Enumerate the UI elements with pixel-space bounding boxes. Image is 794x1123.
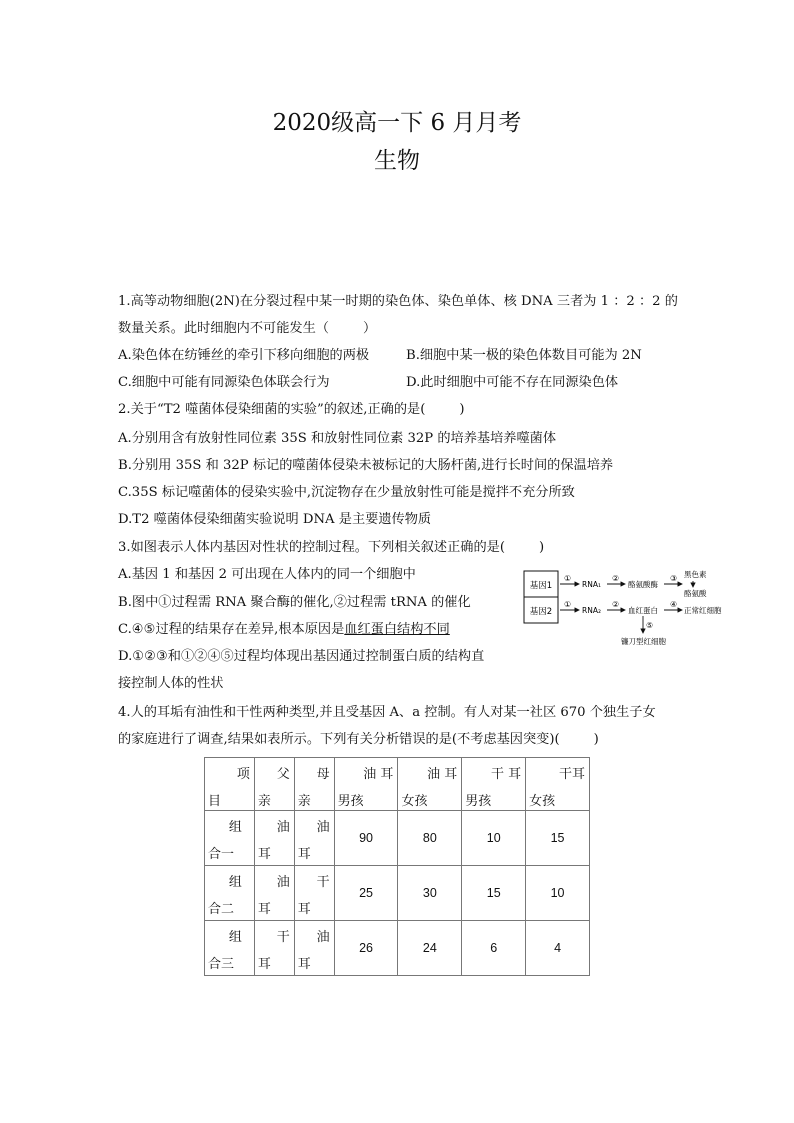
row1-group: 组 合一 [205,811,255,866]
q3-stem [118,540,544,556]
q1-option-d: D.此时细胞中可能不存在同源染色体 [406,375,619,390]
exam-subject: 生物 [374,148,420,174]
row3-dry-girl: 4 [526,921,590,976]
tyrosine-label: 酪氨酸 [684,589,707,598]
q2-option-d: D.T2 噬菌体侵染细菌实验说明 DNA 是主要遗传物质 [118,512,432,527]
row2-dry-girl: 10 [526,866,590,921]
table-row [205,921,590,976]
table-header-row [205,758,590,811]
row1-dry-boy: 10 [462,811,526,866]
gene2-label: 基因2 [529,607,553,617]
row1-mother: 油 耳 [294,811,334,866]
q1-stem-line2 [118,321,376,337]
step2-label-row1: ② [612,574,620,583]
header-dry-girl: 干耳 女孩 [526,758,590,811]
rna2-label: RNA₂ [582,606,601,615]
q1-option-a: A.染色体在纺锤丝的牵引下移向细胞的两极 [118,348,370,363]
q2-option-b: B.分别用 35S 和 32P 标记的噬菌体侵染未被标记的大肠杆菌,进行长时间的保温培养 [118,458,614,473]
row1-dry-girl: 15 [526,811,590,866]
row1-oily-girl: 80 [398,811,462,866]
q3-option-d-line1: D.①②③和①②④⑤过程均体现出基因通过控制蛋白质的结构直 [118,649,485,664]
normal-rbc-label: 正常红细胞 [684,606,722,615]
q4-stem-close: ) [593,732,599,747]
step1-label: ① [564,574,572,583]
row3-oily-girl: 24 [398,921,462,976]
row2-dry-boy: 15 [462,866,526,921]
q4-stem-line1: 4.人的耳垢有油性和干性两种类型,并且受基因 A、a 控制。有人对某一社区 670 个独生子女 [118,705,656,720]
q3-option-b: B.图中①过程需 RNA 聚合酶的催化,②过程需 tRNA 的催化 [118,595,471,610]
q3-stem-text: 3.如图表示人体内基因对性状的控制过程。下列相关叙述正确的是( [118,540,505,555]
q3-stem-close: ) [538,540,545,555]
step2-label-row2: ② [612,600,620,609]
step1-label-row2: ① [564,600,572,609]
row3-mother: 油 耳 [294,921,334,976]
gene-expression-diagram [523,567,733,657]
table-row [205,811,590,866]
enzyme-label: 酪氨酸酶 [628,580,658,589]
sickle-rbc-label: 镰刀型红细胞 [621,637,666,646]
row1-father: 油 耳 [254,811,294,866]
q2-stem [118,402,465,418]
header-oily-boy: 油 耳 男孩 [334,758,398,811]
q1-option-b: B.细胞中某一极的染色体数目可能为 2N [406,348,642,363]
q2-stem-close: ) [459,402,465,417]
row2-father: 油 耳 [254,866,294,921]
row2-oily-boy: 25 [334,866,398,921]
q3-option-c-underlined: 血红蛋白结构不同 [344,622,450,637]
q2-stem-text: 2.关于“T2 噬菌体侵染细菌的实验”的叙述,正确的是( [118,402,426,417]
gene1-label: 基因1 [529,581,553,591]
q1-stem-text: 数量关系。此时细胞内不可能发生（ [118,321,329,336]
header-oily-girl: 油 耳 女孩 [398,758,462,811]
row3-oily-boy: 26 [334,921,398,976]
row2-mother: 干 耳 [294,866,334,921]
row3-dry-boy: 6 [462,921,526,976]
table-row [205,866,590,921]
q3-option-c-text: C.④⑤过程的结果存在差异,根本原因是 [118,622,345,637]
q4-stem-line2 [118,732,599,748]
q3-option-d-line2: 接控制人体的性状 [118,676,224,691]
q2-option-c: C.35S 标记噬菌体的侵染实验中,沉淀物存在少量放射性可能是搅拌不充分所致 [118,485,575,500]
step4-label: ④ [670,600,678,609]
row2-oily-girl: 30 [398,866,462,921]
q1-stem-close: ） [363,321,377,336]
q2-option-a: A.分别用含有放射性同位素 35S 和放射性同位素 32P 的培养基培养噬菌体 [118,431,557,446]
header-father: 父 亲 [254,758,294,811]
q4-stem-text: 的家庭进行了调查,结果如表所示。下列有关分析错误的是(不考虑基因突变)( [118,732,560,747]
rna1-label: RNA₁ [582,580,601,589]
row2-group: 组 合二 [205,866,255,921]
step3-label: ③ [670,574,678,583]
step5-label: ⑤ [646,621,654,630]
earwax-survey-table [204,757,590,976]
hemoglobin-label: 血红蛋白 [628,606,658,615]
q3-option-a: A.基因 1 和基因 2 可出现在人体内的同一个细胞中 [118,567,416,582]
row3-group: 组 合三 [205,921,255,976]
q3-option-c [118,622,450,638]
row3-father: 干 耳 [254,921,294,976]
exam-title: 2020级高一下 6 月月考 [272,110,522,136]
header-item: 项 目 [205,758,255,811]
header-mother: 母 亲 [294,758,334,811]
q1-stem-line1: 1.高等动物细胞(2N)在分裂过程中某一时期的染色体、染色单体、核 DNA 三者为 1 ：2 ：2 的 [118,294,678,309]
row1-oily-boy: 90 [334,811,398,866]
melanin-label: 黑色素 [684,570,707,579]
q1-option-c: C.细胞中可能有同源染色体联会行为 [118,375,330,390]
header-dry-boy: 干 耳 男孩 [462,758,526,811]
